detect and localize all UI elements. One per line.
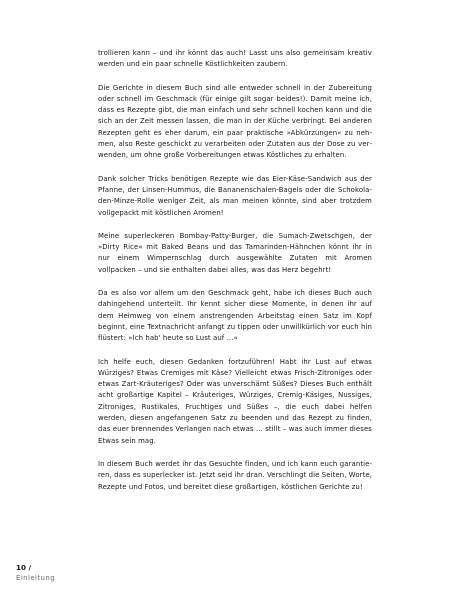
section-label: Einleitung	[16, 574, 56, 582]
paragraph: Meine superleckeren Bombay-Patty-Burger, die Sumach-Zwetschgen, der »Dirty Rice« mit Baked Beans und das Tamarinden-Hähnchen könnt ihr in nur einem Wimpernschlag durch ausgewählte Zutaten mit Aromen vollpacken – und sie enthalten dabei alles, was das Herz begehrt!	[98, 231, 372, 274]
paragraph: Ich helfe euch, diesen Gedanken fortzuführen! Habt ihr Lust auf etwas Würziges? Etwas Cremiges mit Käse? Vielleicht etwas Frisch-Zitroniges oder etwas Zart-Kräuteriges? Oder was unverschämt Süßes? Dieses Buch enthält acht großartige Kapitel – Kräuteriges, Würziges, Cremig-Käsiges, Nussiges, Zitroniges, Rustikales, Fruchtiges und Süßes –, die euch dabei helfen werden, diesen angefangenen Satz zu beenden und das Rezept zu finden, das euer brennendes Verlangen nach etwas … stillt – was auch immer dieses Etwas sein mag.	[98, 357, 372, 445]
page-body	[98, 48, 372, 505]
paragraph: Dank solcher Tricks benötigen Rezepte wie das Eier-Käse-Sandwich aus der Pfanne, der Linsen-Hummus, die Bananenschalen-Bagels oder die Schokoladen-Minze-Rolle weniger Zeit, als man meinen könnte, sind aber trotzdem vollgepackt mit köstlichen Aromen!	[98, 174, 372, 217]
paragraph: Die Gerichte in diesem Buch sind alle entweder schnell in der Zubereitung oder schnell im Geschmack (für einige gilt sogar beides!). Damit meine ich, dass es Rezepte gibt, die man einfach und sehr schnell kochen kann und die sich an der Zeit messen lassen, die man in der Küche verbringt. Bei anderen Rezepten geht es eher darum, ein paar praktische »Abkürzungen« zu nehmen, also Reste geschickt zu verarbeiten oder Zutaten aus der Dose zu verwenden, um ohne große Vorbereitungen etwas Köstliches zu erhalten.	[98, 83, 372, 160]
paragraph: In diesem Buch werdet ihr das Gesuchte finden, und ich kann euch garantieren, dass es superlecker ist. Jetzt seid ihr dran. Verschlingt die Seiten, Worte, Rezepte und Fotos, und bereitet diese großartigen, köstlichen Gerichte zu!	[98, 459, 372, 491]
page-number: 10 /	[16, 563, 32, 572]
page-footer	[16, 563, 55, 583]
paragraph: Da es also vor allem um den Geschmack geht, habe ich dieses Buch auch dahingehend unterteilt. Ihr kennt sicher diese Momente, in denen ihr auf dem Heimweg von einem anstrengenden Arbeitstag einen Satz im Kopf beginnt, eine Textnachricht anfangt zu tippen oder unwillkürlich vor euch hin flüstert: »Ich hab' heute so Lust auf …«	[98, 289, 372, 343]
paragraph: trollieren kann – und ihr könnt das auch! Lasst uns also gemeinsam kreativ werden und ein paar schnelle Köstlichkeiten zaubern.	[98, 49, 372, 69]
